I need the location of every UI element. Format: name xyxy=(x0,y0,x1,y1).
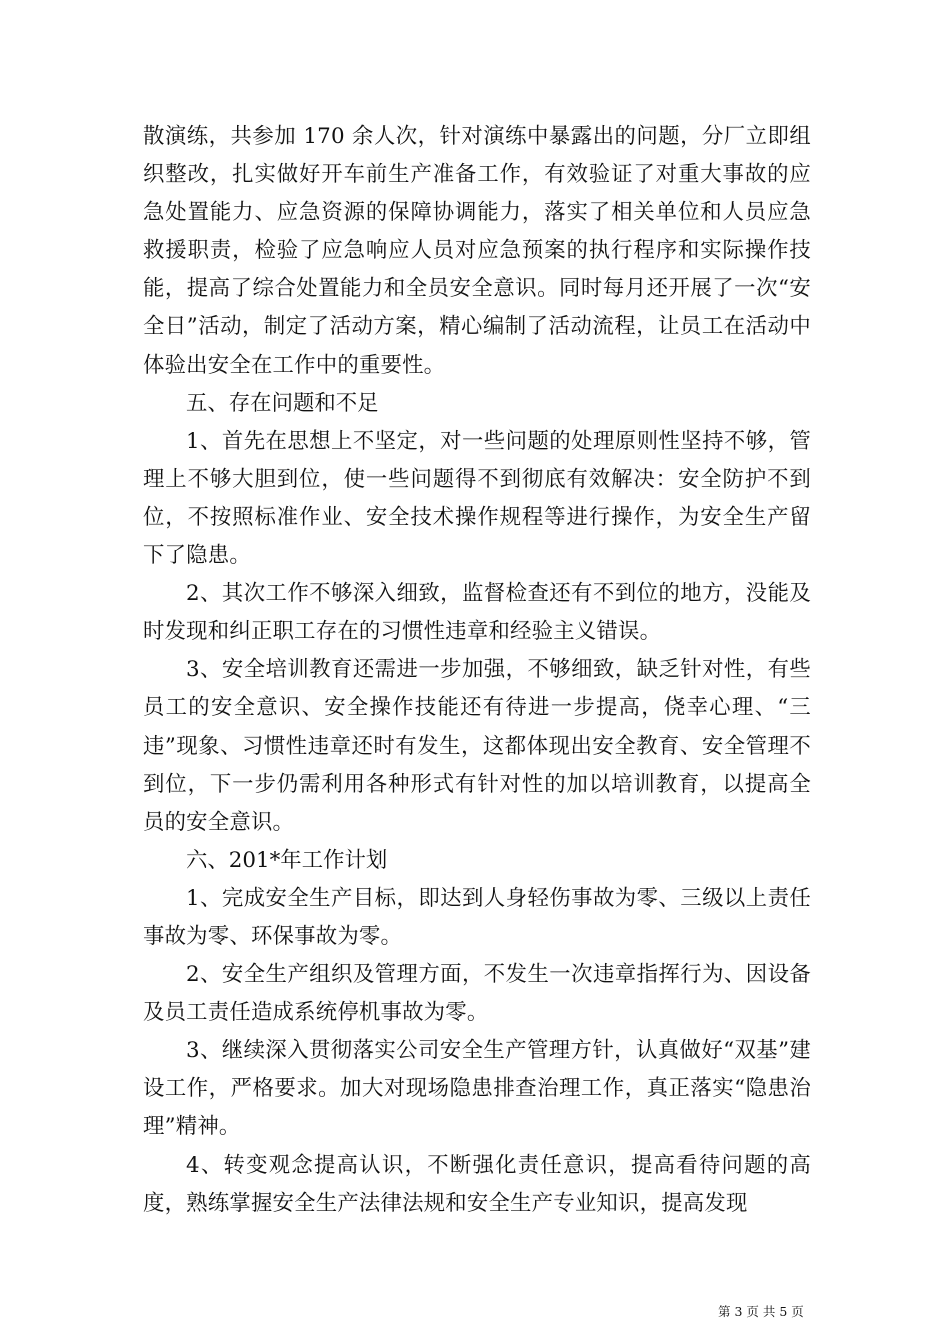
page-number-footer: 第 3 页 共 5 页 xyxy=(718,1304,804,1319)
document-body xyxy=(143,118,811,1223)
section-heading-plan: 六、201*年工作计划 xyxy=(186,847,388,873)
paragraph-plan-3: 3、继续深入贯彻落实公司安全生产管理方针，认真做好“双基”建设工作，严格要求。加大对现场隐患排查治理工作，真正落实“隐患治理”精神。 xyxy=(143,1038,811,1140)
paragraph-problem-3: 3、安全培训教育还需进一步加强，不够细致，缺乏针对性，有些员工的安全意识、安全操作技能还有待进一步提高，侥幸心理、“三违”现象、习惯性违章还时有发生，这都体现出安全教育、安全管理不到位，下一步仍需利用各种形式有针对性的加以培训教育，以提高全员的安全意识。 xyxy=(143,657,811,835)
paragraph-plan-4: 4、转变观念提高认识，不断强化责任意识，提高看待问题的高度，熟练掌握安全生产法律法规和安全生产专业知识，提高发现 xyxy=(143,1152,811,1216)
paragraph-plan-2: 2、安全生产组织及管理方面，不发生一次违章指挥行为、因设备及员工责任造成系统停机事故为零。 xyxy=(143,962,811,1026)
paragraph-problem-1: 1、首先在思想上不坚定，对一些问题的处理原则性坚持不够，管理上不够大胆到位，使一些问题得不到彻底有效解决：安全防护不到位，不按照标准作业、安全技术操作规程等进行操作，为安全生产留下了隐患。 xyxy=(143,428,811,569)
section-heading-problems: 五、存在问题和不足 xyxy=(186,390,379,416)
paragraph-problem-2: 2、其次工作不够深入细致，监督检查还有不到位的地方，没能及时发现和纠正职工存在的习惯性违章和经验主义错误。 xyxy=(143,581,811,645)
paragraph-drill-summary: 散演练，共参加 170 余人次，针对演练中暴露出的问题，分厂立即组织整改，扎实做好开车前生产准备工作，有效验证了对重大事故的应急处置能力、应急资源的保障协调能力，落实了相关单位和人员应急救援职责，检验了应急响应人员对应急预案的执行程序和实际操作技能，提高了综合处置能力和全员安全意识。同时每月还开展了一次“安全日”活动，制定了活动方案，精心编制了活动流程，让员工在活动中体验出安全在工作中的重要性。 xyxy=(143,124,811,378)
paragraph-plan-1: 1、完成安全生产目标，即达到人身轻伤事故为零、三级以上责任事故为零、环保事故为零。 xyxy=(143,885,811,949)
